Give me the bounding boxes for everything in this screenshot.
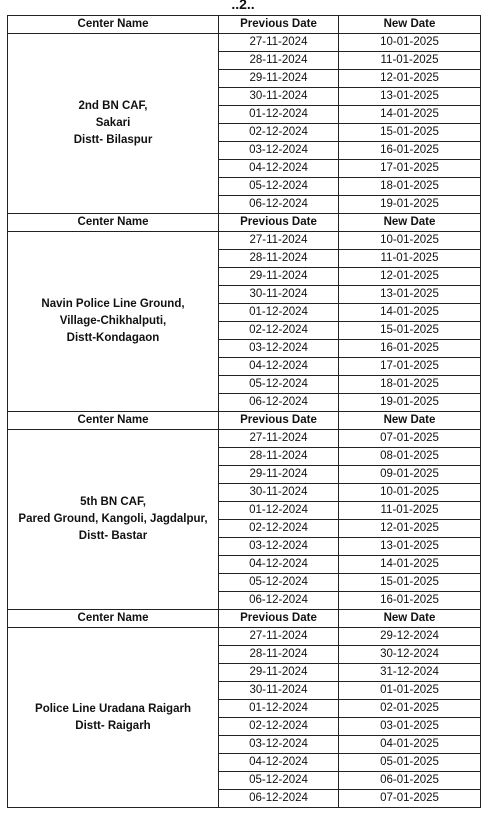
new-date-cell: 11-01-2025 bbox=[339, 52, 481, 70]
header-new-date: New Date bbox=[339, 214, 481, 232]
header-center-name: Center Name bbox=[8, 412, 219, 430]
previous-date-cell: 30-11-2024 bbox=[219, 88, 339, 106]
previous-date-cell: 30-11-2024 bbox=[219, 682, 339, 700]
previous-date-cell: 04-12-2024 bbox=[219, 556, 339, 574]
new-date-cell: 15-01-2025 bbox=[339, 124, 481, 142]
new-date-cell: 19-01-2025 bbox=[339, 196, 481, 214]
section-header-row bbox=[8, 610, 481, 628]
new-date-cell: 12-01-2025 bbox=[339, 520, 481, 538]
new-date-cell: 18-01-2025 bbox=[339, 178, 481, 196]
previous-date-cell: 29-11-2024 bbox=[219, 268, 339, 286]
center-name-line: 5th BN CAF, bbox=[80, 496, 146, 508]
header-new-date: New Date bbox=[339, 16, 481, 34]
new-date-cell: 31-12-2024 bbox=[339, 664, 481, 682]
new-date-cell: 04-01-2025 bbox=[339, 736, 481, 754]
header-previous-date: Previous Date bbox=[219, 214, 339, 232]
previous-date-cell: 28-11-2024 bbox=[219, 52, 339, 70]
new-date-cell: 10-01-2025 bbox=[339, 232, 481, 250]
header-previous-date: Previous Date bbox=[219, 412, 339, 430]
previous-date-cell: 03-12-2024 bbox=[219, 340, 339, 358]
center-name-line: Navin Police Line Ground, bbox=[41, 298, 185, 310]
previous-date-cell: 02-12-2024 bbox=[219, 718, 339, 736]
header-center-name: Center Name bbox=[8, 16, 219, 34]
schedule-body bbox=[8, 16, 481, 808]
new-date-cell: 13-01-2025 bbox=[339, 286, 481, 304]
previous-date-cell: 05-12-2024 bbox=[219, 574, 339, 592]
center-name-cell bbox=[8, 628, 219, 808]
center-name-cell bbox=[8, 232, 219, 412]
previous-date-cell: 28-11-2024 bbox=[219, 448, 339, 466]
new-date-cell: 14-01-2025 bbox=[339, 304, 481, 322]
new-date-cell: 18-01-2025 bbox=[339, 376, 481, 394]
previous-date-cell: 04-12-2024 bbox=[219, 754, 339, 772]
header-new-date: New Date bbox=[339, 610, 481, 628]
previous-date-cell: 03-12-2024 bbox=[219, 538, 339, 556]
table-row bbox=[8, 430, 481, 448]
previous-date-cell: 30-11-2024 bbox=[219, 286, 339, 304]
header-previous-date: Previous Date bbox=[219, 16, 339, 34]
previous-date-cell: 06-12-2024 bbox=[219, 394, 339, 412]
new-date-cell: 11-01-2025 bbox=[339, 250, 481, 268]
header-previous-date: Previous Date bbox=[219, 610, 339, 628]
previous-date-cell: 06-12-2024 bbox=[219, 592, 339, 610]
center-name-cell bbox=[8, 430, 219, 610]
section-header-row bbox=[8, 16, 481, 34]
new-date-cell: 17-01-2025 bbox=[339, 358, 481, 376]
center-name-line: Distt- Bilaspur bbox=[73, 134, 153, 146]
section-header-row bbox=[8, 214, 481, 232]
previous-date-cell: 01-12-2024 bbox=[219, 502, 339, 520]
previous-date-cell: 06-12-2024 bbox=[219, 790, 339, 808]
new-date-cell: 08-01-2025 bbox=[339, 448, 481, 466]
schedule-table bbox=[7, 15, 481, 808]
previous-date-cell: 02-12-2024 bbox=[219, 124, 339, 142]
previous-date-cell: 30-11-2024 bbox=[219, 484, 339, 502]
previous-date-cell: 28-11-2024 bbox=[219, 646, 339, 664]
previous-date-cell: 05-12-2024 bbox=[219, 376, 339, 394]
center-name-line: 2nd BN CAF, bbox=[78, 100, 148, 112]
new-date-cell: 29-12-2024 bbox=[339, 628, 481, 646]
center-name-line: Police Line Uradana Raigarh bbox=[35, 702, 191, 715]
previous-date-cell: 01-12-2024 bbox=[219, 700, 339, 718]
new-date-cell: 14-01-2025 bbox=[339, 106, 481, 124]
new-date-cell: 16-01-2025 bbox=[339, 592, 481, 610]
previous-date-cell: 01-12-2024 bbox=[219, 106, 339, 124]
new-date-cell: 07-01-2025 bbox=[339, 790, 481, 808]
previous-date-cell: 05-12-2024 bbox=[219, 772, 339, 790]
new-date-cell: 13-01-2025 bbox=[339, 88, 481, 106]
new-date-cell: 10-01-2025 bbox=[339, 484, 481, 502]
new-date-cell: 15-01-2025 bbox=[339, 574, 481, 592]
new-date-cell: 14-01-2025 bbox=[339, 556, 481, 574]
previous-date-cell: 02-12-2024 bbox=[219, 520, 339, 538]
page-number: ..2.. bbox=[231, 0, 255, 12]
previous-date-cell: 05-12-2024 bbox=[219, 178, 339, 196]
new-date-cell: 05-01-2025 bbox=[339, 754, 481, 772]
header-center-name: Center Name bbox=[8, 214, 219, 232]
section-header-row bbox=[8, 412, 481, 430]
previous-date-cell: 03-12-2024 bbox=[219, 142, 339, 160]
new-date-cell: 15-01-2025 bbox=[339, 322, 481, 340]
previous-date-cell: 27-11-2024 bbox=[219, 34, 339, 52]
previous-date-cell: 29-11-2024 bbox=[219, 70, 339, 88]
header-new-date: New Date bbox=[339, 412, 481, 430]
previous-date-cell: 02-12-2024 bbox=[219, 322, 339, 340]
new-date-cell: 16-01-2025 bbox=[339, 142, 481, 160]
new-date-cell: 06-01-2025 bbox=[339, 772, 481, 790]
previous-date-cell: 06-12-2024 bbox=[219, 196, 339, 214]
new-date-cell: 03-01-2025 bbox=[339, 718, 481, 736]
previous-date-cell: 28-11-2024 bbox=[219, 250, 339, 268]
new-date-cell: 17-01-2025 bbox=[339, 160, 481, 178]
new-date-cell: 19-01-2025 bbox=[339, 394, 481, 412]
center-name-cell bbox=[8, 34, 219, 214]
previous-date-cell: 03-12-2024 bbox=[219, 736, 339, 754]
table-row bbox=[8, 232, 481, 250]
center-name-line: Pared Ground, Kangoli, Jagdalpur, bbox=[18, 513, 208, 525]
new-date-cell: 12-01-2025 bbox=[339, 70, 481, 88]
new-date-cell: 10-01-2025 bbox=[339, 34, 481, 52]
previous-date-cell: 27-11-2024 bbox=[219, 232, 339, 250]
previous-date-cell: 04-12-2024 bbox=[219, 358, 339, 376]
new-date-cell: 16-01-2025 bbox=[339, 340, 481, 358]
center-name-line: Village-Chikhalputi, bbox=[59, 315, 167, 327]
new-date-cell: 09-01-2025 bbox=[339, 466, 481, 484]
new-date-cell: 11-01-2025 bbox=[339, 502, 481, 520]
center-name-line: Distt- Raigarh bbox=[75, 719, 151, 732]
new-date-cell: 02-01-2025 bbox=[339, 700, 481, 718]
new-date-cell: 07-01-2025 bbox=[339, 430, 481, 448]
previous-date-cell: 29-11-2024 bbox=[219, 466, 339, 484]
center-name-line: Distt-Kondagaon bbox=[66, 332, 160, 344]
header-center-name: Center Name bbox=[8, 610, 219, 628]
table-row bbox=[8, 628, 481, 646]
new-date-cell: 30-12-2024 bbox=[339, 646, 481, 664]
center-name-line: Distt- Bastar bbox=[78, 530, 148, 542]
previous-date-cell: 29-11-2024 bbox=[219, 664, 339, 682]
previous-date-cell: 27-11-2024 bbox=[219, 430, 339, 448]
table-row bbox=[8, 34, 481, 52]
previous-date-cell: 04-12-2024 bbox=[219, 160, 339, 178]
new-date-cell: 13-01-2025 bbox=[339, 538, 481, 556]
previous-date-cell: 27-11-2024 bbox=[219, 628, 339, 646]
center-name-line: Sakari bbox=[95, 117, 131, 129]
previous-date-cell: 01-12-2024 bbox=[219, 304, 339, 322]
new-date-cell: 12-01-2025 bbox=[339, 268, 481, 286]
new-date-cell: 01-01-2025 bbox=[339, 682, 481, 700]
